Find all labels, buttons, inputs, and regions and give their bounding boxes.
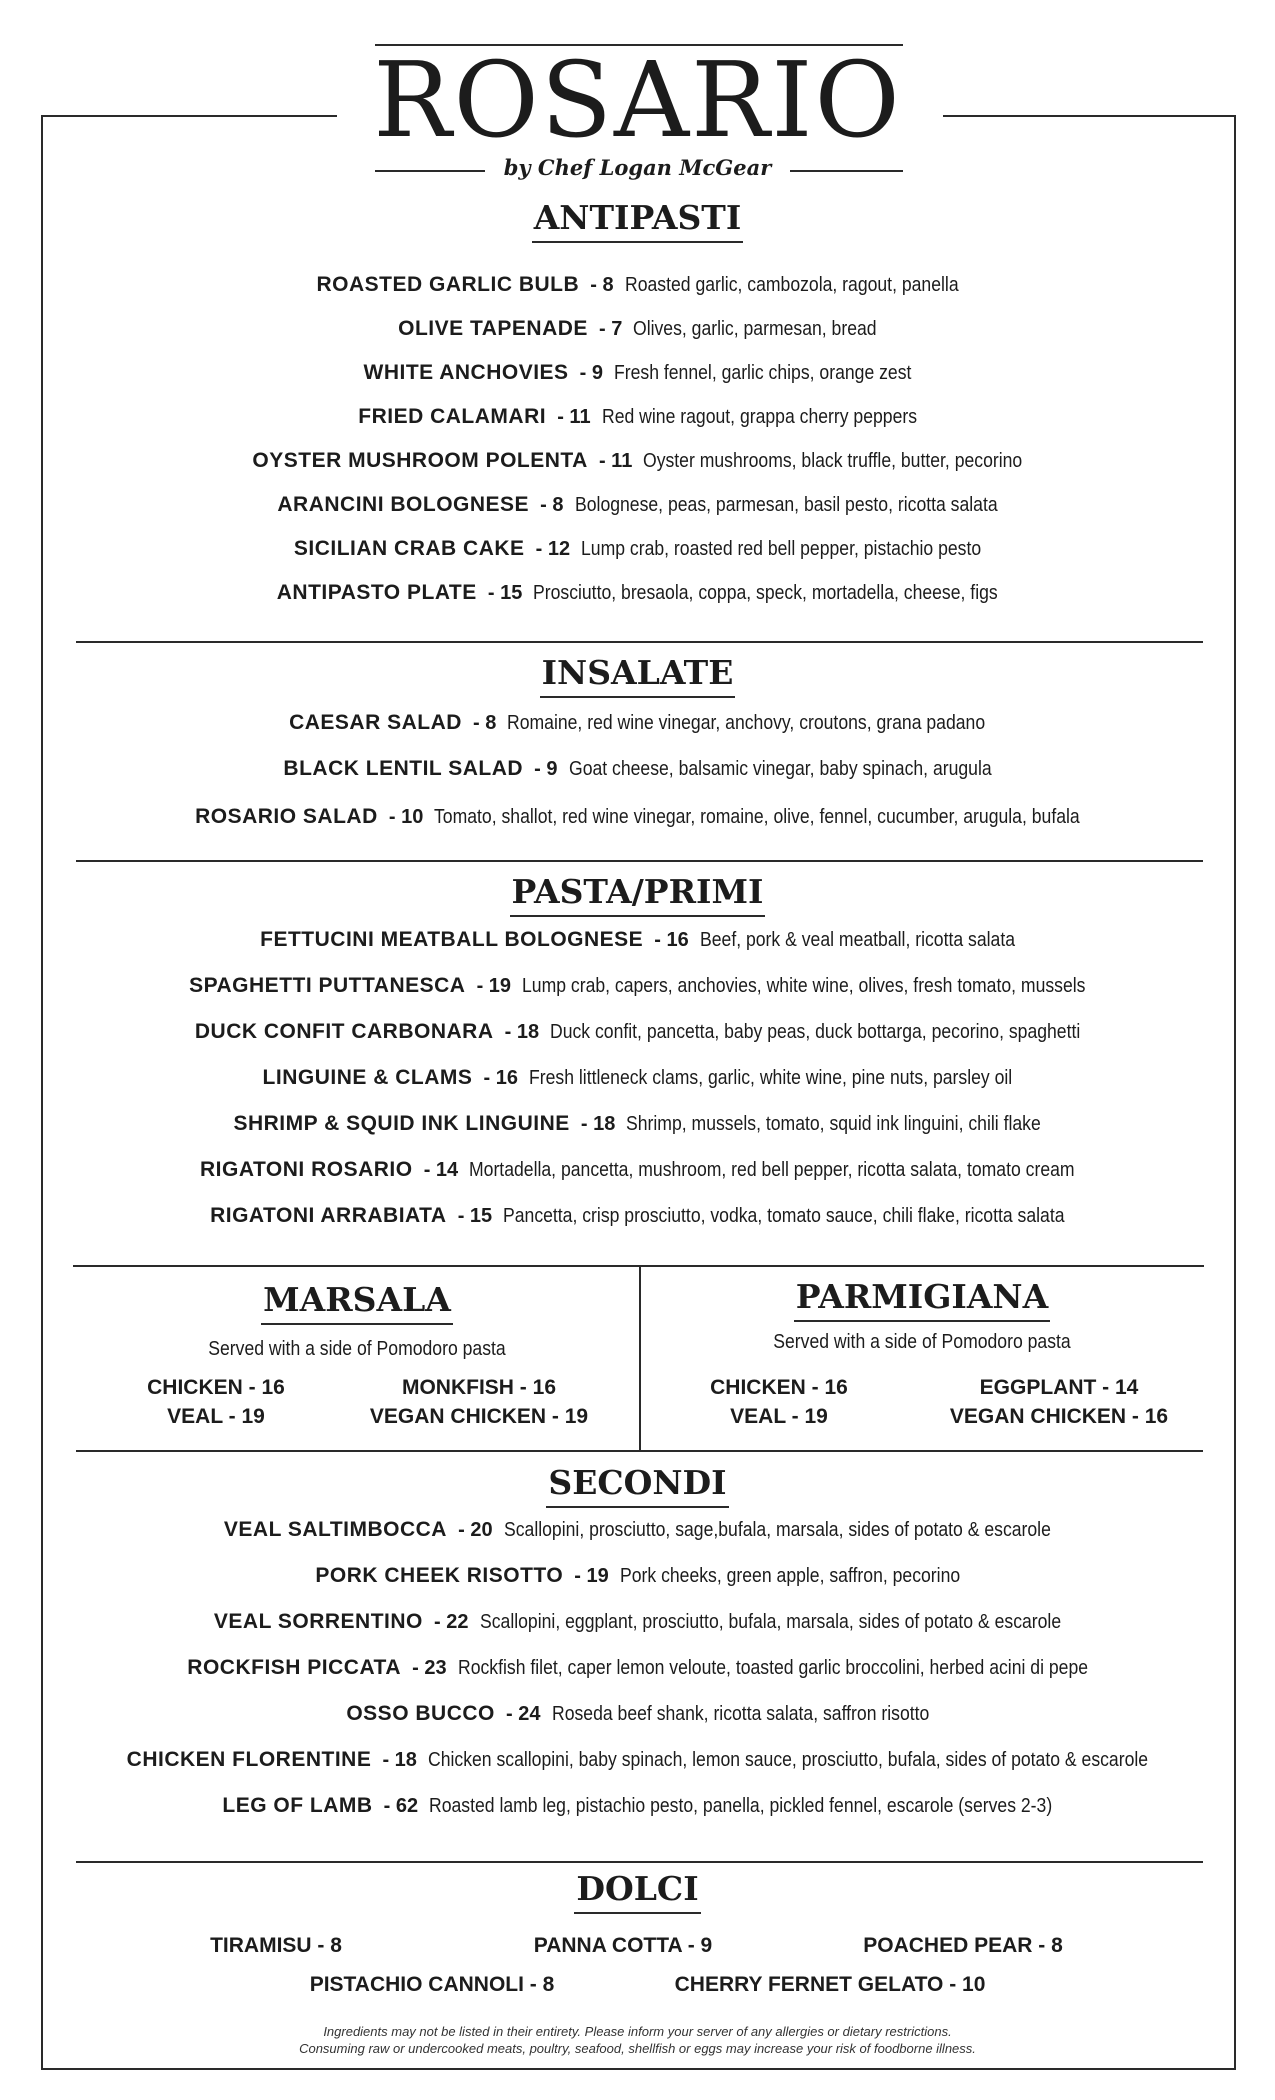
menu-item (0, 490, 1275, 521)
dish-description: Red wine ragout, grappa cherry peppers (601, 406, 917, 428)
dish-price: - 9 (568, 362, 615, 384)
dish-name: LEG OF LAMB (222, 1794, 373, 1817)
menu-item (0, 1791, 1275, 1822)
dish-name: SPAGHETTI PUTTANESCA (189, 974, 466, 997)
dolci-item: CHERRY FERNET GELATO - 10 (674, 1973, 986, 1996)
menu-item (0, 754, 1275, 785)
menu-item (0, 1561, 1275, 1592)
dish-name: CHICKEN FLORENTINE (126, 1748, 372, 1771)
dish-price: - 24 (494, 1703, 552, 1725)
dish-price: - 16 (643, 929, 700, 951)
divider (76, 860, 1203, 862)
section-title-antipasti: ANTIPASTI (0, 196, 1275, 243)
menu-item (0, 1699, 1275, 1730)
dish-description: Goat cheese, balsamic vinegar, baby spinach, arugula (568, 758, 992, 780)
menu-item (0, 402, 1275, 433)
dish-description: Pancetta, crisp prosciutto, vodka, tomato sauce, chili flake, ricotta salata (503, 1205, 1065, 1227)
dolci-item: TIRAMISU - 8 (210, 1934, 342, 1957)
dish-name: OSSO BUCCO (346, 1702, 495, 1725)
menu-item (0, 1607, 1275, 1638)
section-title-marsala: MARSALA (76, 1278, 638, 1325)
dish-name: VEAL SALTIMBOCCA (223, 1518, 447, 1541)
dish-name: ARANCINI BOLOGNESE (277, 493, 530, 516)
dish-description: Scallopini, prosciutto, sage,bufala, marsala, sides of potato & escarole (503, 1519, 1051, 1541)
menu-item (0, 1109, 1275, 1140)
divider (76, 641, 1203, 643)
marsala-subtitle: Served with a side of Pomodoro pasta (208, 1338, 506, 1360)
marsala-option: VEAL - 19 (167, 1405, 265, 1428)
marsala-option: MONKFISH - 16 (401, 1376, 556, 1399)
allergy-notice: Ingredients may not be listed in their entirety. Please inform your server of any allergies or dietary restrictions. (323, 2024, 952, 2039)
menu-item (0, 1515, 1275, 1546)
dish-price: - 20 (446, 1519, 504, 1541)
dish-description: Beef, pork & veal meatball, ricotta salata (699, 929, 1015, 951)
dish-description: Fresh fennel, garlic chips, orange zest (614, 362, 912, 384)
section-title-dolci: DOLCI (0, 1867, 1275, 1914)
dish-name: FRIED CALAMARI (358, 405, 547, 428)
menu-item (0, 1201, 1275, 1232)
section-title-secondi: SECONDI (0, 1461, 1275, 1508)
dish-name: RIGATONI ARRABIATA (210, 1204, 447, 1227)
dish-description: Shrimp, mussels, tomato, squid ink linguini, chili flake (626, 1113, 1042, 1135)
dish-description: Bolognese, peas, parmesan, basil pesto, ricotta salata (574, 494, 998, 516)
dish-price: - 12 (524, 538, 582, 560)
dolci-item: PANNA COTTA - 9 (533, 1934, 713, 1957)
section-title-insalate: INSALATE (0, 651, 1275, 698)
parmigiana-option: VEAL - 19 (730, 1405, 828, 1428)
dish-description: Mortadella, pancetta, mushroom, red bell pepper, ricotta salata, tomato cream (469, 1159, 1075, 1181)
dolci-item: PISTACHIO CANNOLI - 8 (309, 1973, 555, 1996)
dish-description: Romaine, red wine vinegar, anchovy, croutons, grana padano (507, 712, 986, 734)
dish-description: Lump crab, roasted red bell pepper, pistachio pesto (581, 538, 982, 560)
dish-name: SICILIAN CRAB CAKE (293, 537, 525, 560)
dish-price: - 15 (476, 582, 534, 604)
dish-name: RIGATONI ROSARIO (200, 1158, 413, 1181)
dish-name: ROSARIO SALAD (195, 805, 378, 828)
menu-item (0, 802, 1275, 833)
dish-description: Roseda beef shank, ricotta salata, saffron risotto (551, 1703, 929, 1725)
parmigiana-subtitle: Served with a side of Pomodoro pasta (773, 1331, 1071, 1353)
dish-price: - 14 (412, 1159, 470, 1181)
dish-name: LINGUINE & CLAMS (262, 1066, 473, 1089)
dish-name: VEAL SORRENTINO (213, 1610, 423, 1633)
menu-item (0, 708, 1275, 739)
dish-price: - 18 (371, 1749, 429, 1771)
dish-name: OYSTER MUSHROOM POLENTA (252, 449, 588, 472)
dish-price: - 15 (446, 1205, 504, 1227)
menu-item (0, 971, 1275, 1002)
menu-item (0, 314, 1275, 345)
section-title-pasta: PASTA/PRIMI (0, 870, 1275, 917)
dolci-item: POACHED PEAR - 8 (863, 1934, 1063, 1957)
dish-price: - 9 (523, 758, 569, 780)
dish-description: Chicken scallopini, baby spinach, lemon sauce, prosciutto, bufala, sides of potato & escarole (428, 1749, 1149, 1771)
dish-name: WHITE ANCHOVIES (363, 361, 569, 384)
dish-price: - 11 (546, 406, 602, 428)
dish-price: - 19 (465, 975, 523, 997)
dish-name: ANTIPASTO PLATE (276, 581, 477, 604)
dish-price: - 16 (472, 1067, 530, 1089)
dish-price: - 18 (493, 1021, 551, 1043)
dish-description: Tomato, shallot, red wine vinegar, romaine, olive, fennel, cucumber, arugula, bufala (434, 806, 1081, 828)
dish-price: - 22 (422, 1611, 480, 1633)
dish-name: CAESAR SALAD (289, 711, 462, 734)
dish-name: ROCKFISH PICCATA (187, 1656, 401, 1679)
dish-price: - 23 (401, 1657, 458, 1679)
dish-description: Roasted lamb leg, pistachio pesto, panella, pickled fennel, escarole (serves 2-3) (429, 1795, 1053, 1817)
restaurant-logo: ROSARIO (373, 39, 902, 161)
dish-name: PORK CHEEK RISOTTO (315, 1564, 564, 1587)
dish-description: Roasted garlic, cambozola, ragout, panella (624, 274, 959, 296)
dish-description: Fresh littleneck clams, garlic, white wine, pine nuts, parsley oil (529, 1067, 1013, 1089)
dish-price: - 62 (372, 1795, 430, 1817)
menu-item (0, 446, 1275, 477)
menu-item (0, 578, 1275, 609)
dish-name: FETTUCINI MEATBALL BOLOGNESE (260, 928, 644, 951)
dish-description: Duck confit, pancetta, baby peas, duck bottarga, pecorino, spaghetti (550, 1021, 1081, 1043)
menu-item (0, 925, 1275, 956)
dish-description: Rockfish filet, caper lemon veloute, toasted garlic broccolini, herbed acini di pepe (457, 1657, 1088, 1679)
dish-description: Scallopini, eggplant, prosciutto, bufala, marsala, sides of potato & escarole (479, 1611, 1061, 1633)
dish-price: - 8 (529, 494, 575, 516)
dish-description: Olives, garlic, parmesan, bread (633, 318, 878, 340)
parmigiana-option: VEGAN CHICKEN - 16 (949, 1405, 1169, 1428)
menu-item (0, 1017, 1275, 1048)
parmigiana-option: EGGPLANT - 14 (979, 1376, 1139, 1399)
menu-item (0, 534, 1275, 565)
menu-item (0, 358, 1275, 389)
dish-price: - 8 (461, 712, 508, 734)
dish-description: Pork cheeks, green apple, saffron, pecorino (619, 1565, 961, 1587)
menu-item (0, 1063, 1275, 1094)
dish-name: DUCK CONFIT CARBONARA (194, 1020, 494, 1043)
dish-price: - 18 (569, 1113, 627, 1135)
marsala-option: VEGAN CHICKEN - 19 (369, 1405, 589, 1428)
parmigiana-option: CHICKEN - 16 (710, 1376, 848, 1399)
menu-item (0, 1745, 1275, 1776)
dish-price: - 10 (377, 806, 435, 828)
divider (76, 1861, 1203, 1863)
dish-description: Oyster mushrooms, black truffle, butter, pecorino (643, 450, 1023, 472)
dish-name: SHRIMP & SQUID INK LINGUINE (233, 1112, 570, 1135)
dish-price: - 11 (587, 450, 644, 472)
dish-price: - 19 (563, 1565, 620, 1587)
dish-description: Lump crab, capers, anchovies, white wine, olives, fresh tomato, mussels (522, 975, 1086, 997)
dish-name: BLACK LENTIL SALAD (283, 757, 524, 780)
dish-name: ROASTED GARLIC BULB (316, 273, 580, 296)
menu-item (0, 1155, 1275, 1186)
section-title-parmigiana: PARMIGIANA (641, 1275, 1203, 1322)
dish-description: Prosciutto, bresaola, coppa, speck, mortadella, cheese, figs (533, 582, 999, 604)
dish-price: - 7 (587, 318, 634, 340)
menu-item (0, 1653, 1275, 1684)
marsala-option: CHICKEN - 16 (147, 1376, 285, 1399)
dish-name: OLIVE TAPENADE (398, 317, 588, 340)
menu-item (0, 270, 1275, 301)
divider (76, 1450, 1203, 1452)
chef-byline: by Chef Logan McGear (503, 155, 772, 180)
dish-price: - 8 (579, 274, 625, 296)
health-warning: Consuming raw or undercooked meats, poultry, seafood, shellfish or eggs may increase your risk of foodborne illness. (299, 2041, 976, 2056)
